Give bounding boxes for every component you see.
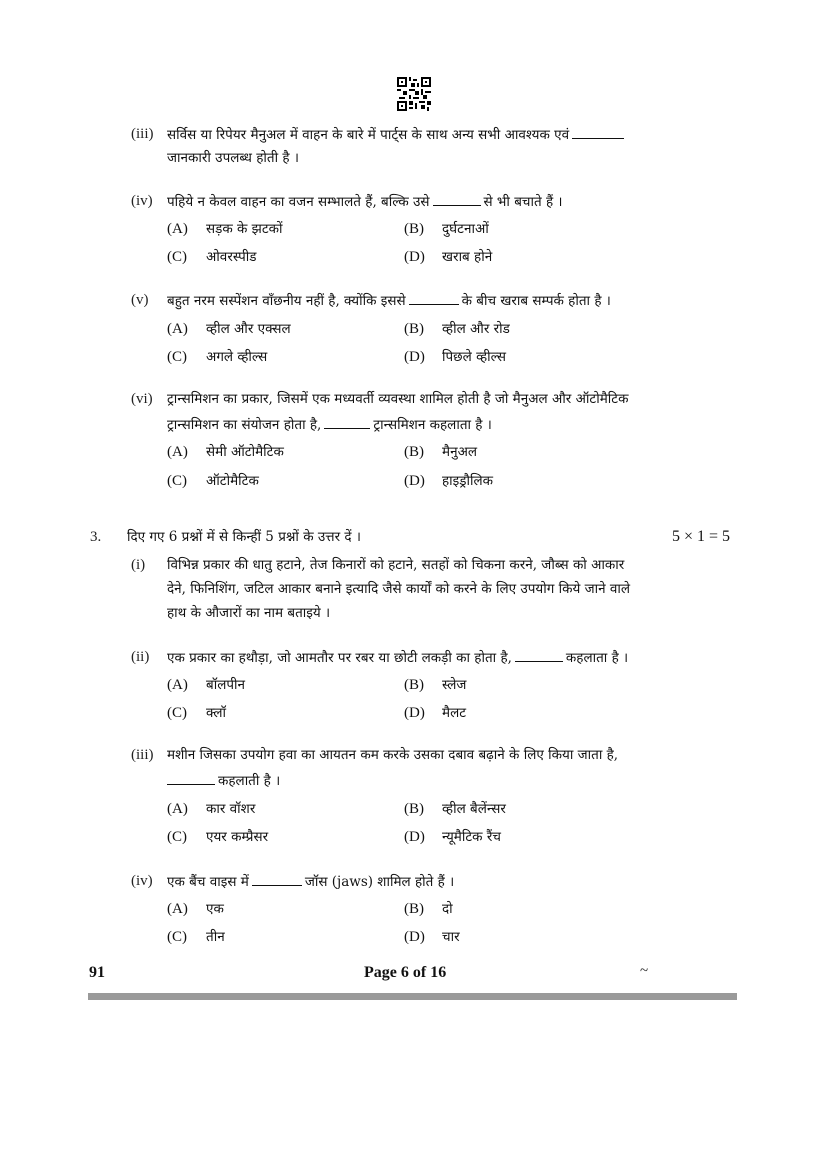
option-text: मैलट bbox=[442, 705, 467, 721]
option-letter: (C) bbox=[167, 473, 187, 489]
option-letter: (B) bbox=[404, 901, 424, 917]
option-text: सेमी ऑटोमैटिक bbox=[206, 444, 284, 460]
option-letter: (B) bbox=[404, 321, 424, 337]
option-text: स्लेज bbox=[442, 677, 467, 693]
option-letter: (A) bbox=[167, 801, 188, 817]
option-letter: (C) bbox=[167, 705, 187, 721]
answer-blank bbox=[515, 647, 563, 662]
question-text: कहलाती है । bbox=[167, 770, 280, 791]
question-number: (iii) bbox=[131, 126, 154, 142]
question-text: बहुत नरम सस्पेंशन वाँछनीय नहीं है, क्योंकि इससे के बीच खराब सम्पर्क होता है । bbox=[167, 290, 611, 311]
option-text: सड़क के झटकों bbox=[206, 221, 283, 237]
option-letter: (A) bbox=[167, 444, 188, 460]
question-text: पहिये न केवल वाहन का वजन सम्भालते हैं, बल्कि उसे से भी बचाते हैं । bbox=[167, 191, 563, 212]
question-text: एक बैंच वाइस में जॉस (jaws) शामिल होते हैं । bbox=[167, 871, 454, 892]
option-letter: (B) bbox=[404, 801, 424, 817]
question-text: मशीन जिसका उपयोग हवा का आयतन कम करके उसका दबाव बढ़ाने के लिए किया जाता है, bbox=[167, 747, 619, 763]
option-text: खराब होने bbox=[442, 249, 493, 265]
section-instruction: दिए गए 6 प्रश्नों में से किन्हीं 5 प्रश्नों के उत्तर दें । bbox=[127, 529, 361, 545]
option-text: दो bbox=[442, 901, 453, 917]
question-text: देने, फिनिशिंग, जटिल आकार बनाने इत्यादि जैसे कार्यों को करने के लिए उपयोग किये जाने वाले bbox=[167, 581, 631, 597]
question-number: (iv) bbox=[131, 873, 153, 889]
option-text: न्यूमैटिक रैंच bbox=[442, 829, 501, 845]
option-text: पिछले व्हील्स bbox=[442, 349, 507, 365]
option-letter: (B) bbox=[404, 677, 424, 693]
answer-blank bbox=[167, 770, 215, 785]
option-letter: (C) bbox=[167, 349, 187, 365]
answer-blank bbox=[433, 191, 481, 206]
option-letter: (D) bbox=[404, 829, 425, 845]
answer-blank bbox=[409, 290, 459, 305]
footer-rule bbox=[88, 993, 737, 1000]
footer-mark: ~ bbox=[640, 963, 649, 979]
answer-blank bbox=[572, 124, 624, 139]
option-text: अगले व्हील्स bbox=[206, 349, 268, 365]
answer-blank bbox=[324, 414, 370, 429]
option-letter: (B) bbox=[404, 444, 424, 460]
option-text: ऑटोमैटिक bbox=[206, 473, 259, 489]
option-letter: (D) bbox=[404, 349, 425, 365]
option-letter: (A) bbox=[167, 901, 188, 917]
option-text: व्हील और रोड bbox=[442, 321, 510, 337]
option-text: हाइड्रौलिक bbox=[442, 473, 494, 489]
option-text: ओवरस्पीड bbox=[206, 249, 257, 265]
section-marks: 5 × 1 = 5 bbox=[672, 528, 731, 545]
option-text: दुर्घटनाओं bbox=[442, 221, 489, 237]
question-text: जानकारी उपलब्ध होती है । bbox=[167, 150, 299, 166]
question-text: सर्विस या रिपेयर मैनुअल में वाहन के बारे में पार्ट्स के साथ अन्य सभी आवश्यक एवं bbox=[167, 124, 627, 145]
option-letter: (C) bbox=[167, 929, 187, 945]
question-number: (i) bbox=[131, 557, 146, 573]
question-text: एक प्रकार का हथौड़ा, जो आमतौर पर रबर या छोटी लकड़ी का होता है, कहलाता है । bbox=[167, 647, 628, 668]
answer-blank bbox=[252, 871, 302, 886]
option-letter: (A) bbox=[167, 677, 188, 693]
option-text: तीन bbox=[206, 929, 225, 945]
option-letter: (D) bbox=[404, 705, 425, 721]
option-letter: (B) bbox=[404, 221, 424, 237]
option-text: क्लॉ bbox=[206, 705, 227, 721]
option-text: एक bbox=[206, 901, 224, 917]
question-number: (vi) bbox=[131, 391, 153, 407]
option-letter: (C) bbox=[167, 829, 187, 845]
option-text: व्हील और एक्सल bbox=[206, 321, 291, 337]
question-text: ट्रान्समिशन का संयोजन होता है, ट्रान्समिशन कहलाता है । bbox=[167, 414, 492, 435]
question-number: (v) bbox=[131, 292, 149, 308]
option-letter: (D) bbox=[404, 473, 425, 489]
option-letter: (A) bbox=[167, 321, 188, 337]
option-text: कार वॉशर bbox=[206, 801, 256, 817]
question-text: हाथ के औजारों का नाम बताइये । bbox=[167, 605, 331, 621]
question-number: 3. bbox=[90, 529, 102, 545]
option-text: व्हील बैलेंन्सर bbox=[442, 801, 506, 817]
option-text: चार bbox=[442, 929, 460, 945]
option-letter: (C) bbox=[167, 249, 187, 265]
option-letter: (D) bbox=[404, 929, 425, 945]
option-text: बॉलपीन bbox=[206, 677, 246, 693]
question-number: (iv) bbox=[131, 193, 153, 209]
option-text: एयर कम्प्रैसर bbox=[206, 829, 269, 845]
option-letter: (D) bbox=[404, 249, 425, 265]
question-number: (iii) bbox=[131, 747, 154, 763]
option-text: मैनुअल bbox=[442, 444, 478, 460]
paper-code: 91 bbox=[89, 964, 105, 981]
question-text: ट्रान्समिशन का प्रकार, जिसमें एक मध्यवर्ती व्यवस्था शामिल होती है जो मैनुअल और ऑटोमैटिक bbox=[167, 391, 629, 407]
page-number: Page 6 of 16 bbox=[364, 964, 447, 981]
question-number: (ii) bbox=[131, 649, 150, 665]
option-letter: (A) bbox=[167, 221, 188, 237]
question-text: विभिन्न प्रकार की धातु हटाने, तेज किनारों को हटाने, सतहों को चिकना करने, जौब्स को आकार bbox=[167, 557, 625, 573]
qr-code bbox=[397, 77, 431, 111]
